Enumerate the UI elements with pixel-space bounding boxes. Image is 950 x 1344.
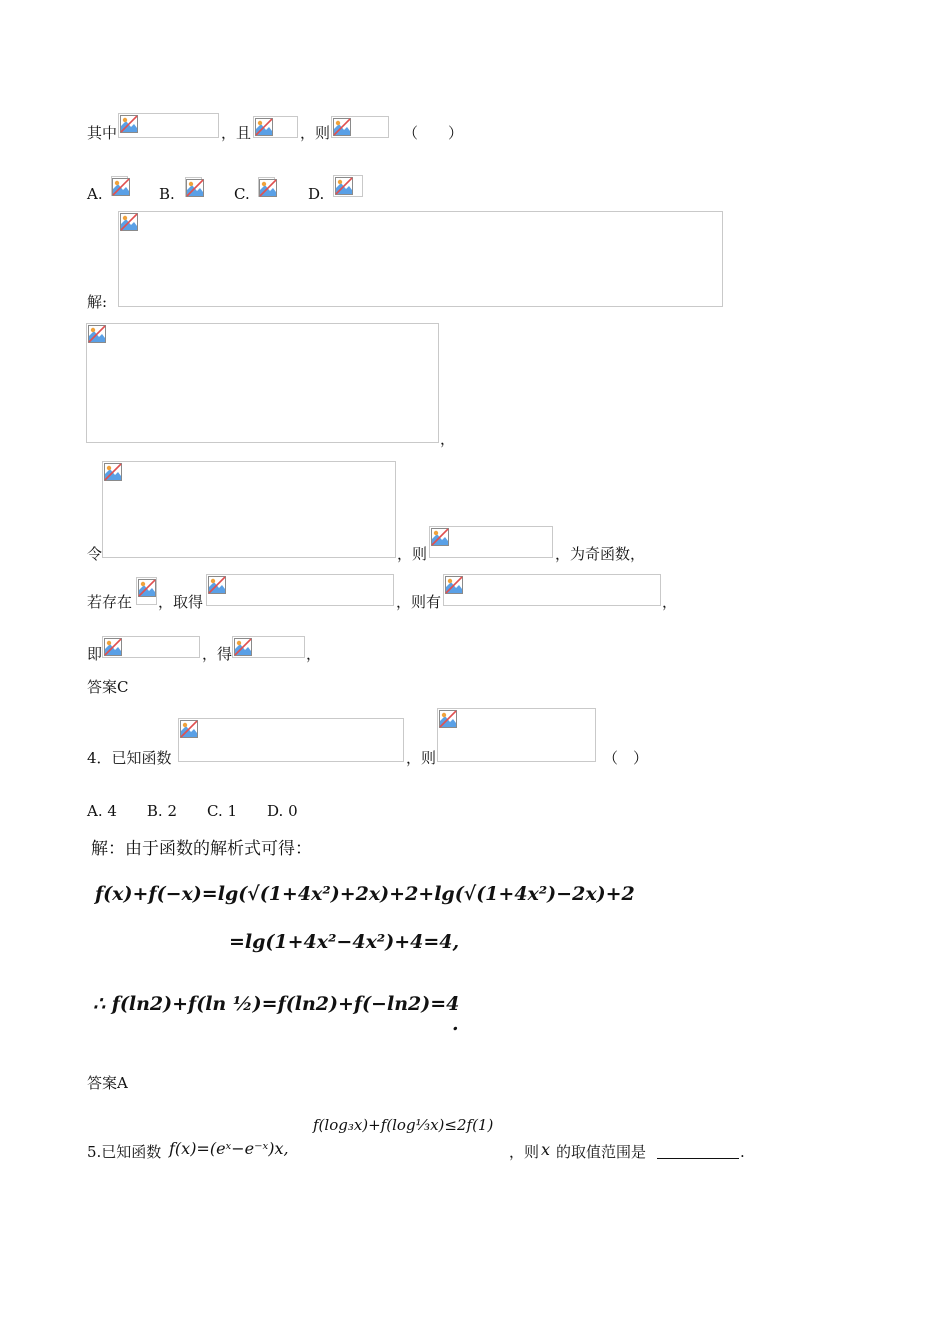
q3-answer-parens: （ ） <box>403 124 464 142</box>
q3-answer: 答案C <box>87 678 129 696</box>
ruo-text-4: ， <box>662 593 678 611</box>
q4-stem-text-2: ，则 <box>406 749 437 767</box>
broken-image-icon <box>186 179 204 197</box>
formula-image <box>429 526 553 558</box>
q4-equation-1: f(x)+f(−x)=lg(√(1+4x²)+2x)+2+lg(√(1+4x²)−2x)+2 <box>95 883 635 905</box>
q4-solution-intro: 解：由于函数的解析式可得： <box>91 839 312 859</box>
formula-image <box>136 577 157 605</box>
q3-line1-text-2: ，且 <box>221 124 252 142</box>
broken-image-icon <box>445 576 463 594</box>
q5-function: f(x)=(eˣ−e⁻ˣ)x, <box>169 1139 289 1158</box>
broken-image-icon <box>88 325 106 343</box>
ji-text-2: ，得 <box>202 645 233 663</box>
q4-answer: 答案A <box>87 1074 128 1092</box>
q5-text-2: ，则 <box>509 1143 540 1161</box>
broken-image-icon <box>431 528 449 546</box>
q4-equation-2: =lg(1+4x²−4x²)+4=4, <box>229 931 460 953</box>
ji-text-3: ， <box>306 645 322 663</box>
broken-image-icon <box>439 710 457 728</box>
broken-image-icon <box>234 638 252 656</box>
formula-image <box>178 718 404 762</box>
option-a-image <box>111 176 128 196</box>
ruo-text-3: ，则有 <box>396 593 442 611</box>
q3-line1-text-3: ，则 <box>300 124 331 142</box>
solution-label: 解: <box>87 293 108 311</box>
answer-blank[interactable] <box>657 1144 739 1159</box>
broken-image-icon <box>120 213 138 231</box>
formula-image <box>118 113 219 138</box>
q4-equation-3: ∴ f(ln2)+f(ln ½)=f(ln2)+f(−ln2)=4 <box>93 993 460 1015</box>
option-b-image <box>185 177 202 197</box>
ruo-text-2: ，取得 <box>158 593 204 611</box>
ji-text-1: 即 <box>87 645 103 663</box>
formula-image <box>102 636 200 658</box>
q4-answer-parens: （ ） <box>603 749 649 767</box>
ruo-text-1: 若存在 <box>87 593 133 611</box>
broken-image-icon <box>112 178 130 196</box>
q5-text-3: 的取值范围是 <box>556 1143 647 1161</box>
broken-image-icon <box>104 463 122 481</box>
formula-image <box>102 461 396 558</box>
broken-image-icon <box>259 179 277 197</box>
q3-line1-text-1: 其中 <box>87 124 118 142</box>
q4-stem-text-1: 4．已知函数 <box>87 749 172 767</box>
formula-image <box>253 116 298 138</box>
q5-text-4: . <box>740 1143 745 1161</box>
option-d-image <box>333 175 363 197</box>
solution-image <box>118 211 723 307</box>
broken-image-icon <box>104 638 122 656</box>
broken-image-icon <box>333 118 351 136</box>
broken-image-icon <box>180 720 198 738</box>
broken-image-icon <box>335 177 353 195</box>
option-c-image <box>258 177 275 197</box>
q5-text-1: 5.已知函数 <box>87 1143 162 1161</box>
option-c-label: C. <box>234 185 250 203</box>
option-a-label: A. <box>87 185 103 203</box>
broken-image-icon <box>208 576 226 594</box>
formula-image <box>206 574 394 606</box>
comma: ， <box>440 430 456 448</box>
ling-text-3: ，为奇函数， <box>555 545 646 563</box>
option-d-label: D. <box>308 185 325 203</box>
option-b-label: B. <box>159 185 175 203</box>
formula-image <box>437 708 596 762</box>
broken-image-icon <box>120 115 138 133</box>
broken-image-icon <box>138 579 156 597</box>
ling-text-1: 令 <box>87 545 103 563</box>
broken-image-icon <box>255 118 273 136</box>
q4-options: A. 4 B. 2 C. 1 D. 0 <box>87 802 298 820</box>
q5-variable: x <box>541 1140 551 1159</box>
formula-image <box>331 116 389 138</box>
solution-image <box>86 323 439 443</box>
formula-image <box>443 574 661 606</box>
ling-text-2: ，则 <box>397 545 428 563</box>
formula-image <box>232 636 305 658</box>
q4-equation-3-period: . <box>452 1013 459 1035</box>
q5-condition: f(log₃x)+f(log⅓x)≤2f(1) <box>313 1116 494 1134</box>
